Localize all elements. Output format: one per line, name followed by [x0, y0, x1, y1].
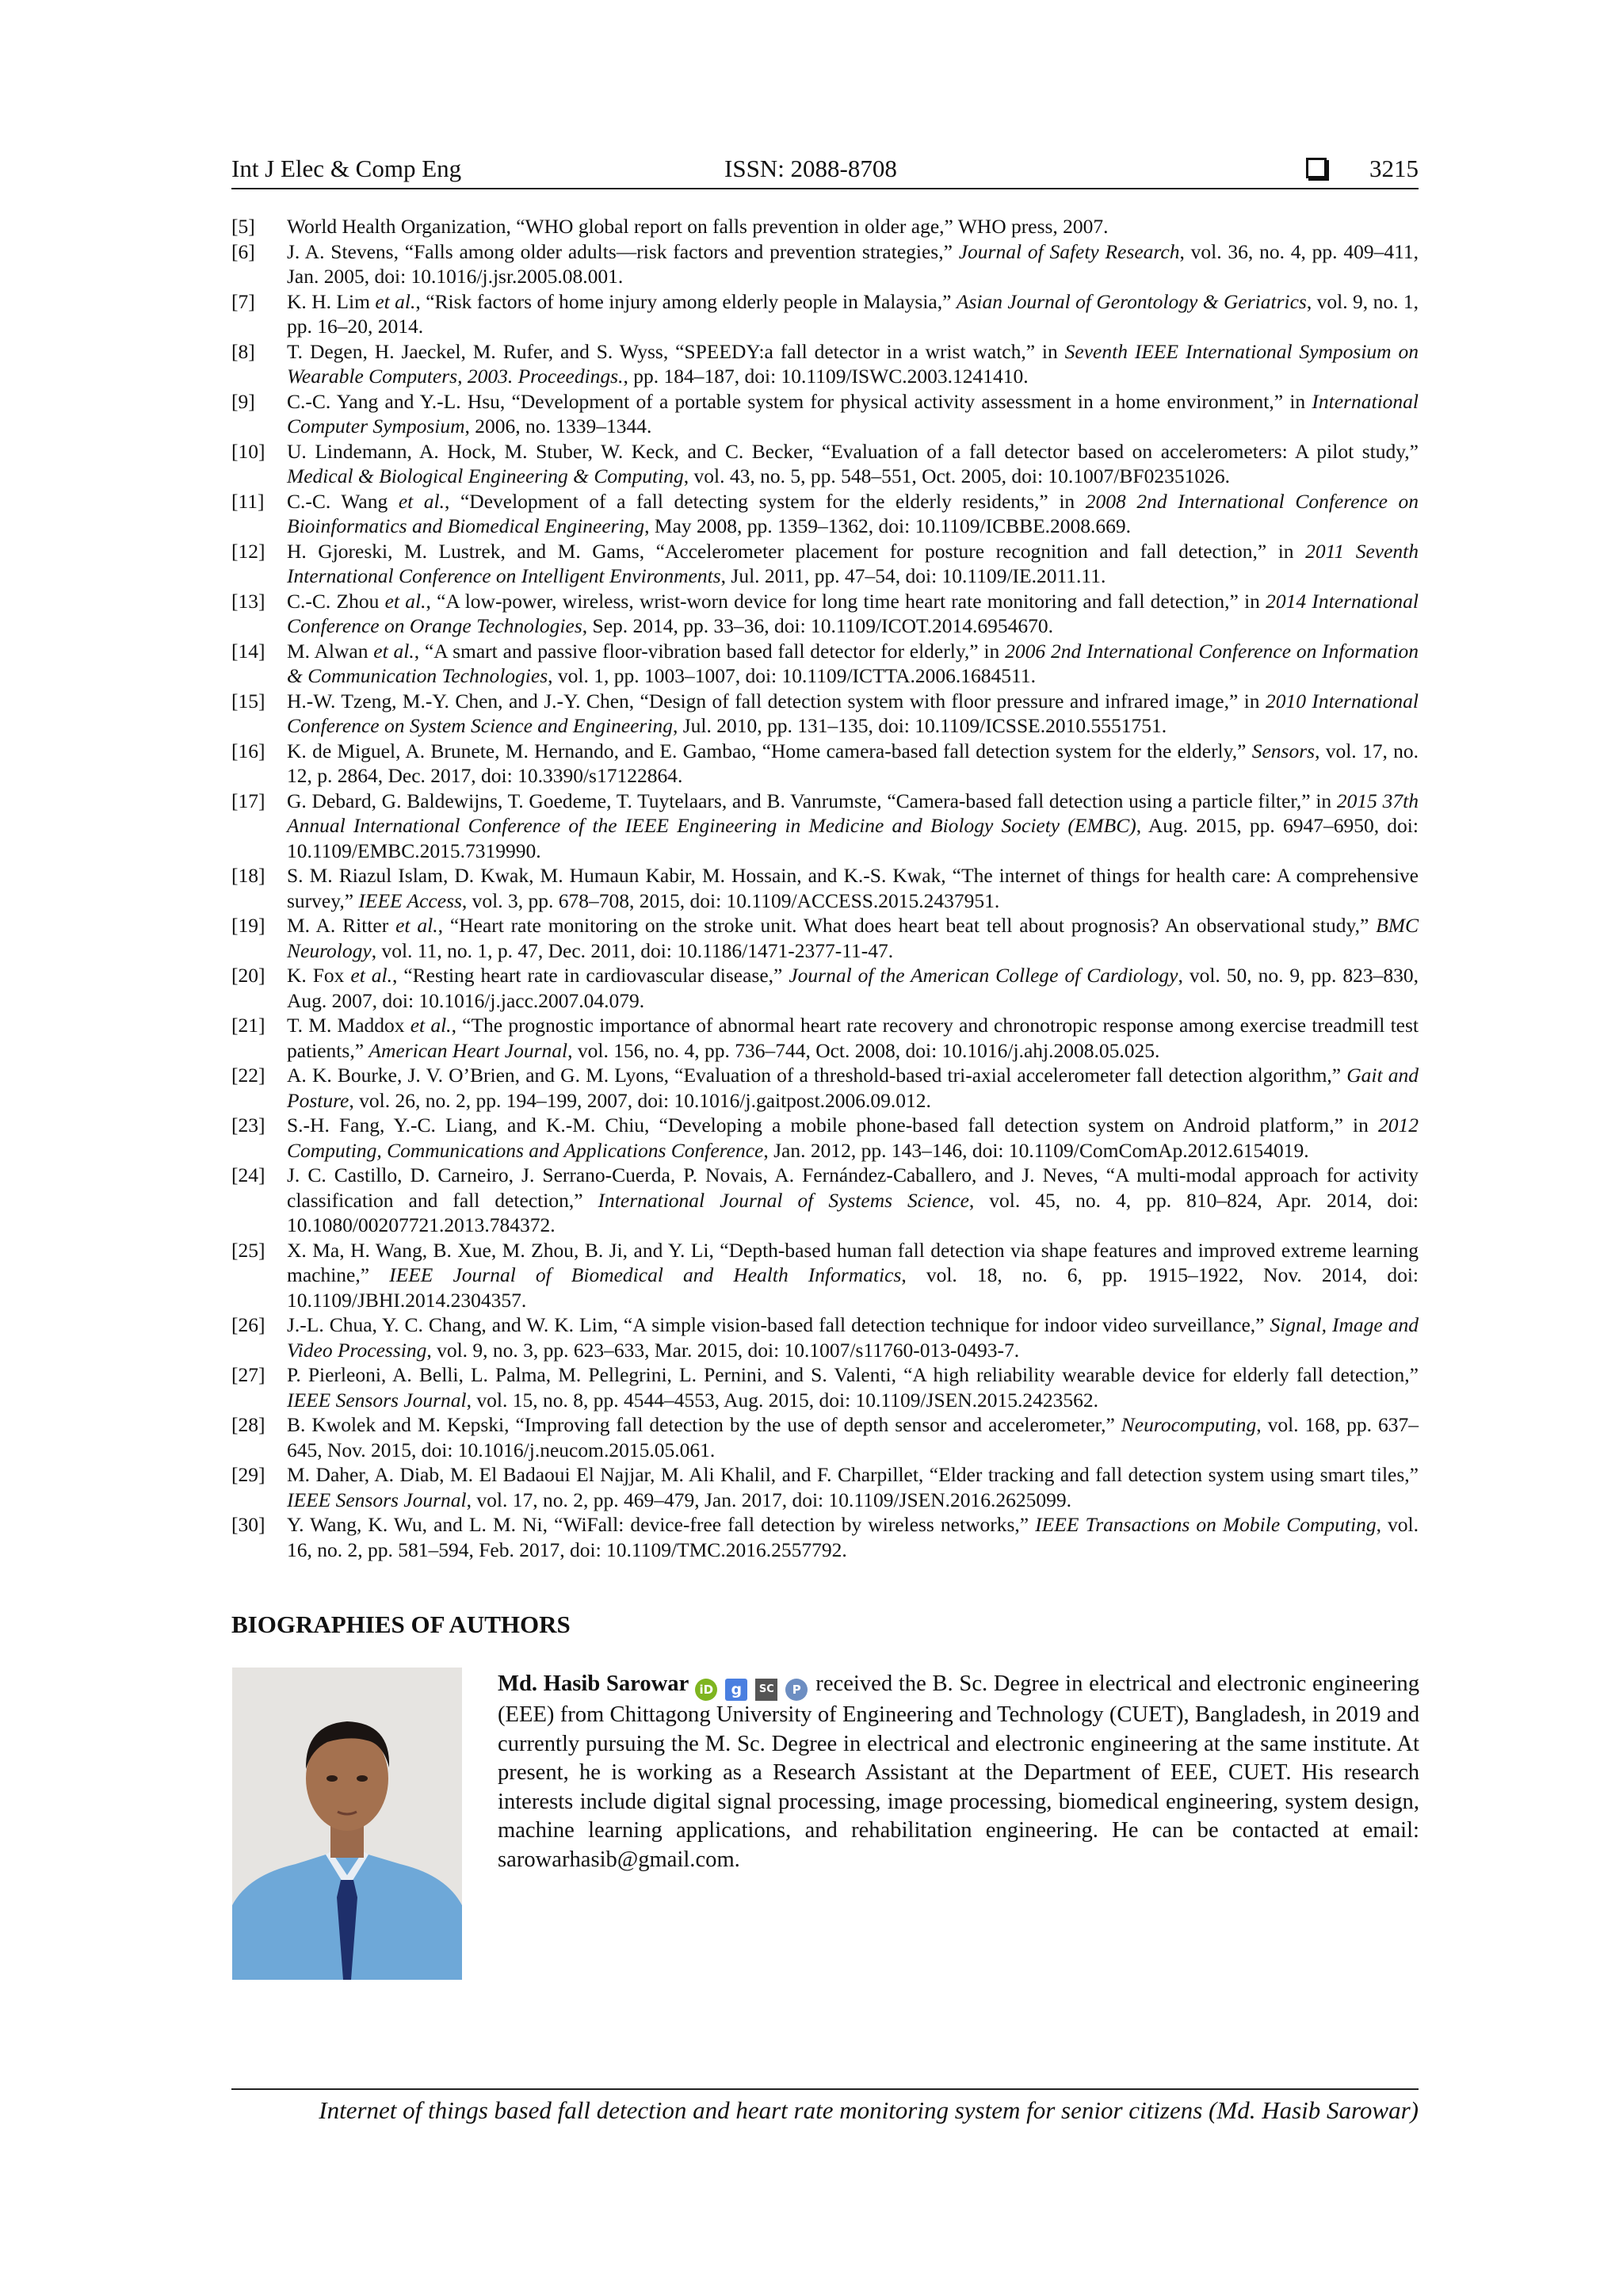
- reference-number: [20]: [231, 964, 265, 987]
- reference-italic-text: Gait and Posture: [287, 1064, 1419, 1112]
- reference-italic-text: et al.: [375, 289, 416, 313]
- reference-italic-text: Signal, Image and Video Processing: [287, 1313, 1419, 1362]
- reference-text-part: , Jul. 2011, pp. 47–54, doi: 10.1109/IE.2011.11.: [720, 564, 1106, 587]
- reference-item: [231, 1412, 1419, 1462]
- reference-text-part: , Sep. 2014, pp. 33–36, doi: 10.1109/ICOT.2014.6954670.: [582, 614, 1054, 637]
- reference-item: [231, 239, 1419, 289]
- reference-item: [231, 339, 1419, 389]
- reference-text-part: J. C. Castillo, D. Carneiro, J. Serrano-Cuerda, P. Novais, A. Fernández-Caballero, and J. Neves, “A multi-modal approach for activity classification and fall detection,”: [287, 1163, 1419, 1212]
- reference-italic-text: et al.: [373, 639, 414, 663]
- reference-text-part: K. de Miguel, A. Brunete, M. Hernando, and E. Gambao, “Home camera-based fall detection system for the elderly,”: [287, 739, 1252, 762]
- reference-item: [231, 214, 1419, 239]
- running-footer: Internet of things based fall detection and heart rate monitoring system for senior citizens (Md. Hasib Sarowar): [231, 2088, 1419, 2126]
- reference-number: [10]: [231, 439, 265, 463]
- reference-number: [7]: [231, 289, 255, 313]
- reference-number: [15]: [231, 689, 265, 712]
- reference-number: [14]: [231, 639, 265, 663]
- reference-text: [287, 439, 1419, 489]
- reference-item: [231, 539, 1419, 589]
- reference-number: [27]: [231, 1363, 265, 1386]
- reference-list: [231, 214, 1419, 1562]
- reference-italic-text: IEEE Journal of Biomedical and Health Informatics: [389, 1263, 902, 1286]
- reference-italic-text: 2011 Seventh International Conference on Intelligent Environments: [287, 539, 1419, 587]
- reference-italic-text: IEEE Access: [358, 888, 462, 912]
- reference-text-part: Y. Wang, K. Wu, and L. M. Ni, “WiFall: device-free fall detection by wireless networks,”: [287, 1513, 1036, 1536]
- reference-italic-text: Neurocomputing: [1121, 1413, 1257, 1436]
- author-bio-text: received the B. Sc. Degree in electrical and electronic engineering (EEE) from Chittagong University of Engineering and Technology (CUET), Bangladesh, in 2019 and currently pursuing the M. Sc. Degree in electrical and electronic engineering at the same institute. At present, he is working as a Research Assistant at the Department of EEE, CUET. His research interests include digital signal processing, image processing, biomedical engineering, system design, machine learning applications, and rehabilitation engineering. He can be contacted at email: sarowarhasib@gmail.com.: [498, 1671, 1419, 1872]
- reference-text-part: , 2006, no. 1339–1344.: [464, 415, 652, 437]
- reference-number: [22]: [231, 1064, 265, 1087]
- reference-text-part: , vol. 3, pp. 678–708, 2015, doi: 10.1109/ACCESS.2015.2437951.: [461, 888, 1000, 912]
- reference-text-part: J.-L. Chua, Y. C. Chang, and W. K. Lim, “A simple vision-based fall detection technique for indoor video surveillance,”: [287, 1313, 1270, 1336]
- reference-text: [287, 489, 1419, 539]
- reference-number: [12]: [231, 539, 265, 563]
- reference-number: [8]: [231, 339, 255, 363]
- reference-italic-text: et al.: [410, 1014, 452, 1037]
- reference-item: [231, 1462, 1419, 1512]
- reference-text-part: World Health Organization, “WHO global report on falls prevention in older age,” WHO press, 2007.: [287, 215, 1109, 238]
- reference-italic-text: et al.: [398, 489, 445, 513]
- reference-text: [287, 289, 1419, 339]
- reference-text-part: , vol. 16, no. 2, pp. 581–594, Feb. 2017, doi: 10.1109/TMC.2016.2557792.: [287, 1513, 1419, 1561]
- reference-item: [231, 639, 1419, 689]
- reference-text-part: M. Daher, A. Diab, M. El Badaoui El Najjar, M. Ali Khalil, and F. Charpillet, “Elder tracking and fall detection system using smart tiles,”: [287, 1463, 1419, 1486]
- reference-text: [287, 1163, 1419, 1238]
- reference-text-part: , vol. 15, no. 8, pp. 4544–4553, Aug. 2015, doi: 10.1109/JSEN.2015.2423562.: [466, 1388, 1099, 1412]
- reference-text-part: S.-H. Fang, Y.-C. Liang, and K.-M. Chiu, “Developing a mobile phone-based fall detection system on Android platform,” in: [287, 1114, 1378, 1137]
- reference-text-part: , vol. 1, pp. 1003–1007, doi: 10.1109/ICTTA.2006.1684511.: [548, 664, 1036, 687]
- reference-text-part: , vol. 18, no. 6, pp. 1915–1922, Nov. 2014, doi: 10.1109/JBHI.2014.2304357.: [287, 1263, 1419, 1312]
- author-name: Md. Hasib Sarowar: [498, 1671, 689, 1696]
- reference-text: [287, 1362, 1419, 1412]
- reference-text: [287, 689, 1419, 739]
- reference-text: [287, 1462, 1419, 1512]
- reference-text-part: , vol. 45, no. 4, pp. 810–824, Apr. 2014, doi: 10.1080/00207721.2013.784372.: [287, 1188, 1419, 1236]
- reference-number: [29]: [231, 1463, 265, 1486]
- header-issn: ISSN: 2088-8708: [724, 155, 897, 182]
- reference-number: [18]: [231, 864, 265, 887]
- reference-item: [231, 1163, 1419, 1238]
- reference-text-part: K. H. Lim: [287, 289, 376, 313]
- reference-item: [231, 1113, 1419, 1163]
- reference-text-part: , vol. 9, no. 3, pp. 623–633, Mar. 2015, doi: 10.1007/s11760-013-0493-7.: [426, 1338, 1020, 1362]
- reference-text-part: T. Degen, H. Jaeckel, M. Rufer, and S. Wyss, “SPEEDY:a fall detector in a wrist watch,” in: [287, 339, 1065, 363]
- reference-text-part: , vol. 168, pp. 637–645, Nov. 2015, doi: 10.1016/j.neucom.2015.05.061.: [287, 1413, 1419, 1461]
- reference-text-part: , pp. 184–187, doi: 10.1109/ISWC.2003.1241410.: [623, 365, 1029, 388]
- reference-text: [287, 739, 1419, 789]
- reference-item: [231, 789, 1419, 864]
- reference-italic-text: IEEE Sensors Journal: [287, 1388, 467, 1412]
- reference-text: [287, 239, 1419, 289]
- reference-text-part: T. M. Maddox: [287, 1014, 411, 1037]
- biographies-heading: BIOGRAPHIES OF AUTHORS: [231, 1610, 571, 1638]
- reference-text-part: , vol. 36, no. 4, pp. 409–411, Jan. 2005, doi: 10.1016/j.jsr.2005.08.001.: [287, 239, 1419, 288]
- reference-item: [231, 389, 1419, 439]
- reference-text: [287, 589, 1419, 639]
- reference-item: [231, 863, 1419, 913]
- reference-text-part: C.-C. Zhou: [287, 589, 385, 613]
- reference-item: [231, 1238, 1419, 1313]
- reference-number: [16]: [231, 739, 265, 762]
- reference-item: [231, 1063, 1419, 1113]
- reference-text-part: , “The prognostic importance of abnormal heart rate recovery and chronotropic response among exercise treadmill test patients,”: [287, 1014, 1419, 1062]
- author-photo: [232, 1668, 462, 1980]
- reference-text-part: , “Heart rate monitoring on the stroke unit. What does heart beat tell about prognosis? An observational study,”: [437, 914, 1377, 937]
- reference-text: [287, 1013, 1419, 1063]
- reference-text: [287, 1238, 1419, 1313]
- reference-item: [231, 589, 1419, 639]
- reference-italic-text: Sensors: [1251, 739, 1316, 762]
- reference-text-part: C.-C. Yang and Y.-L. Hsu, “Development of a portable system for physical activity assessment in a home environment,” in: [287, 389, 1312, 413]
- reference-item: [231, 289, 1419, 339]
- reference-text-part: , Jan. 2012, pp. 143–146, doi: 10.1109/ComComAp.2012.6154019.: [763, 1138, 1309, 1162]
- reference-text-part: , vol. 43, no. 5, pp. 548–551, Oct. 2005, doi: 10.1007/BF02351026.: [683, 464, 1230, 487]
- reference-number: [9]: [231, 389, 255, 413]
- reference-item: [231, 739, 1419, 789]
- reference-text: [287, 1512, 1419, 1562]
- reference-number: [19]: [231, 914, 265, 937]
- reference-number: [17]: [231, 789, 265, 812]
- reference-number: [28]: [231, 1413, 265, 1436]
- reference-text-part: M. A. Ritter: [287, 914, 396, 937]
- reference-italic-text: Asian Journal of Gerontology & Geriatrics: [956, 289, 1307, 313]
- header-page-number: 3215: [1369, 155, 1419, 182]
- reference-italic-text: 2010 International Conference on System Science and Engineering: [287, 689, 1419, 737]
- reference-text-part: , vol. 9, no. 1, pp. 16–20, 2014.: [287, 289, 1419, 338]
- reference-italic-text: Medical & Biological Engineering & Computing: [287, 464, 684, 487]
- reference-text-part: , vol. 17, no. 2, pp. 469–479, Jan. 2017, doi: 10.1109/JSEN.2016.2625099.: [466, 1488, 1071, 1511]
- reference-text-part: H. Gjoreski, M. Lustrek, and M. Gams, “Accelerometer placement for posture recognition and fall detection,” in: [287, 539, 1306, 563]
- reference-number: [30]: [231, 1513, 265, 1536]
- reference-item: [231, 1362, 1419, 1412]
- reference-text-part: , “A smart and passive floor-vibration based fall detector for elderly,” in: [414, 639, 1006, 663]
- reference-text: [287, 913, 1419, 963]
- reference-text: [287, 963, 1419, 1013]
- reference-text: [287, 539, 1419, 589]
- reference-text-part: X. Ma, H. Wang, B. Xue, M. Zhou, B. Ji, and Y. Li, “Depth-based human fall detection via shape features and improved extreme learning machine,”: [287, 1238, 1419, 1286]
- running-header: [231, 153, 1419, 189]
- reference-text-part: , May 2008, pp. 1359–1362, doi: 10.1109/ICBBE.2008.669.: [644, 514, 1132, 537]
- reference-text-part: J. A. Stevens, “Falls among older adults—risk factors and prevention strategies,”: [287, 239, 959, 263]
- reference-italic-text: International Computer Symposium: [287, 389, 1419, 437]
- google-scholar-icon[interactable]: g: [725, 1679, 747, 1701]
- reference-text-part: U. Lindemann, A. Hock, M. Stuber, W. Keck, and C. Becker, “Evaluation of a fall detector based on accelerometers: A pilot study,”: [287, 439, 1419, 463]
- author-biography: [498, 1670, 1419, 1874]
- square-bullet-icon: [1306, 158, 1327, 178]
- reference-text-part: , vol. 17, no. 12, p. 2864, Dec. 2017, doi: 10.3390/s17122864.: [287, 739, 1419, 787]
- reference-italic-text: American Heart Journal: [369, 1038, 568, 1062]
- reference-item: [231, 963, 1419, 1013]
- reference-italic-text: IEEE Sensors Journal: [287, 1488, 467, 1511]
- reference-text: [287, 1113, 1419, 1163]
- reference-text-part: , Aug. 2015, pp. 6947–6950, doi: 10.1109/EMBC.2015.7319990.: [287, 814, 1419, 862]
- reference-item: [231, 489, 1419, 539]
- reference-number: [25]: [231, 1238, 265, 1262]
- reference-text: [287, 389, 1419, 439]
- reference-item: [231, 689, 1419, 739]
- reference-item: [231, 1013, 1419, 1063]
- reference-text: [287, 1063, 1419, 1113]
- reference-text-part: , vol. 26, no. 2, pp. 194–199, 2007, doi: 10.1016/j.gaitpost.2006.09.012.: [349, 1088, 931, 1112]
- reference-italic-text: International Journal of Systems Science: [598, 1188, 969, 1212]
- reference-number: [13]: [231, 589, 265, 613]
- scopus-icon[interactable]: SC: [755, 1679, 777, 1701]
- reference-number: [26]: [231, 1313, 265, 1336]
- reference-text-part: M. Alwan: [287, 639, 374, 663]
- reference-text-part: , vol. 156, no. 4, pp. 736–744, Oct. 2008, doi: 10.1016/j.ahj.2008.05.025.: [567, 1038, 1160, 1062]
- reference-text-part: , “Risk factors of home injury among elderly people in Malaysia,”: [415, 289, 957, 313]
- reference-italic-text: 2012 Computing, Communications and Applications Conference: [287, 1114, 1419, 1162]
- reference-text: [287, 1312, 1419, 1362]
- reference-italic-text: 2014 International Conference on Orange Technologies: [287, 589, 1419, 637]
- reference-item: [231, 1312, 1419, 1362]
- reference-text-part: , “Resting heart rate in cardiovascular disease,”: [391, 964, 789, 987]
- reference-italic-text: 2006 2nd International Conference on Information & Communication Technologies: [287, 639, 1419, 687]
- reference-italic-text: Seventh IEEE International Symposium on Wearable Computers, 2003. Proceedings.: [287, 339, 1419, 388]
- reference-item: [231, 439, 1419, 489]
- reference-number: [11]: [231, 489, 265, 513]
- reference-text-part: , Jul. 2010, pp. 131–135, doi: 10.1109/ICSSE.2010.5551751.: [672, 714, 1167, 737]
- author-profile-badges: [695, 1679, 808, 1701]
- reference-item: [231, 1512, 1419, 1562]
- reference-italic-text: BMC Neurology: [287, 914, 1419, 962]
- reference-text-part: K. Fox: [287, 964, 351, 987]
- reference-italic-text: 2015 37th Annual International Conference of the IEEE Engineering in Medicine and Biology Society (EMBC): [287, 789, 1419, 837]
- reference-text-part: S. M. Riazul Islam, D. Kwak, M. Humaun Kabir, M. Hossain, and K.-S. Kwak, “The internet of things for health care: A comprehensive survey,”: [287, 864, 1419, 912]
- orcid-icon[interactable]: iD: [695, 1679, 717, 1701]
- reference-text: [287, 863, 1419, 913]
- reference-text-part: A. K. Bourke, J. V. O’Brien, and G. M. Lyons, “Evaluation of a threshold-based tri-axial accelerometer fall detection algorithm,”: [287, 1064, 1347, 1087]
- reference-text-part: B. Kwolek and M. Kepski, “Improving fall detection by the use of depth sensor and accelerometer,”: [287, 1413, 1121, 1436]
- reference-italic-text: et al.: [384, 589, 426, 613]
- reference-number: [5]: [231, 215, 255, 238]
- publons-icon[interactable]: P: [785, 1679, 808, 1701]
- reference-italic-text: 2008 2nd International Conference on Bioinformatics and Biomedical Engineering: [287, 489, 1419, 537]
- reference-text-part: C.-C. Wang: [287, 489, 399, 513]
- reference-text-part: , “A low-power, wireless, wrist-worn device for long time heart rate monitoring and fall detection,” in: [426, 589, 1266, 613]
- reference-number: [6]: [231, 239, 255, 263]
- reference-text-part: G. Debard, G. Baldewijns, T. Goedeme, T. Tuytelaars, and B. Vanrumste, “Camera-based fall detection using a particle filter,” in: [287, 789, 1337, 812]
- reference-italic-text: Journal of the American College of Cardiology: [789, 964, 1178, 987]
- reference-number: [21]: [231, 1014, 265, 1037]
- reference-text: [287, 339, 1419, 389]
- reference-number: [24]: [231, 1163, 265, 1186]
- reference-text-part: H.-W. Tzeng, M.-Y. Chen, and J.-Y. Chen, “Design of fall detection system with floor pressure and infrared image,” in: [287, 689, 1266, 712]
- reference-text: [287, 214, 1419, 239]
- reference-number: [23]: [231, 1114, 265, 1137]
- reference-text: [287, 1412, 1419, 1462]
- reference-text: [287, 639, 1419, 689]
- reference-italic-text: et al.: [395, 914, 438, 937]
- reference-text: [287, 789, 1419, 864]
- reference-italic-text: Journal of Safety Research: [958, 239, 1180, 263]
- reference-text-part: , vol. 50, no. 9, pp. 823–830, Aug. 2007, doi: 10.1016/j.jacc.2007.04.079.: [287, 964, 1419, 1012]
- reference-text-part: , “Development of a fall detecting system for the elderly residents,” in: [445, 489, 1086, 513]
- reference-item: [231, 913, 1419, 963]
- reference-italic-text: et al.: [350, 964, 392, 987]
- reference-text-part: P. Pierleoni, A. Belli, L. Palma, M. Pellegrini, L. Pernini, and S. Valenti, “A high reliability wearable device for elderly fall detection,”: [287, 1363, 1419, 1386]
- reference-italic-text: IEEE Transactions on Mobile Computing: [1035, 1513, 1377, 1536]
- header-journal: Int J Elec & Comp Eng: [231, 155, 462, 182]
- reference-text-part: , vol. 11, no. 1, p. 47, Dec. 2011, doi: 10.1186/1471-2377-11-47.: [371, 938, 894, 962]
